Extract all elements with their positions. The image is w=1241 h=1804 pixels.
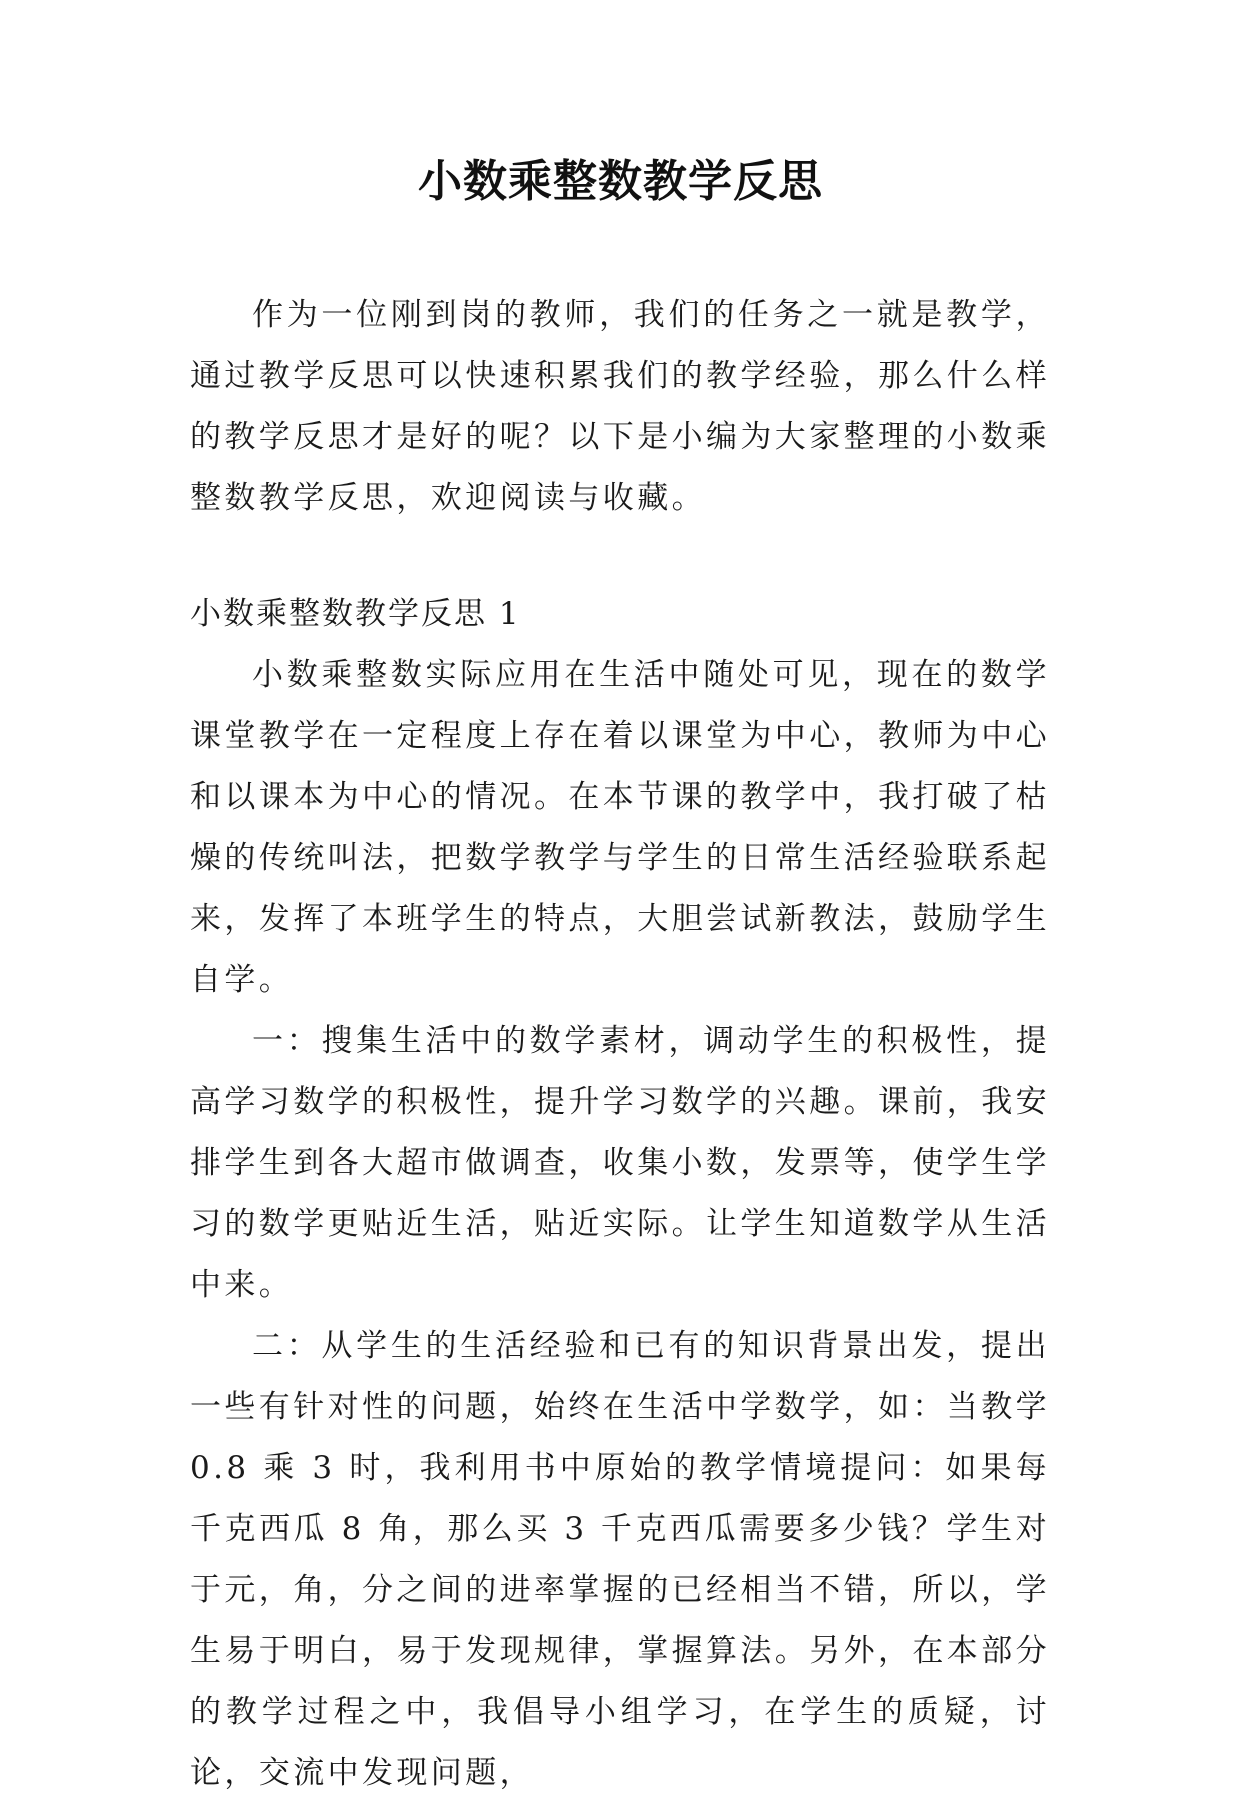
- body-paragraph: 小数乘整数实际应用在生活中随处可见，现在的数学课堂教学在一定程度上存在着以课堂为中心，教师为中心和以课本为中心的情况。在本节课的教学中，我打破了枯燥的传统叫法，把数学教学与学生的日常生活经验联系起来，发挥了本班学生的特点，大胆尝试新教法，鼓励学生自学。: [190, 657, 1050, 998]
- intro-paragraph: 作为一位刚到岗的教师，我们的任务之一就是教学，通过教学反思可以快速积累我们的教学经验，那么什么样的教学反思才是好的呢？以下是小编为大家整理的小数乘整数教学反思，欢迎阅读与收藏。: [190, 297, 1050, 516]
- document-title: 小数乘整数教学反思: [418, 156, 823, 207]
- section-spacer: [190, 529, 1050, 584]
- section-heading: 小数乘整数教学反思 1: [190, 596, 521, 632]
- document-body: [190, 285, 1050, 1804]
- body-paragraph: 一：搜集生活中的数学素材，调动学生的积极性，提高学习数学的积极性，提升学习数学的兴趣。课前，我安排学生到各大超市做调查，收集小数，发票等，使学生学习的数学更贴近生活，贴近实际。让学生知道数学从生活中来。: [190, 1023, 1050, 1303]
- body-paragraph: 二：从学生的生活经验和已有的知识背景出发，提出一些有针对性的问题，始终在生活中学数学，如：当教学 0.8 乘 3 时，我利用书中原始的教学情境提问：如果每千克西瓜 8 角，那么买 3 千克西瓜需要多少钱？学生对于元，角，分之间的进率掌握的已经相当不错，所以，学生易于明白，易于发现规律，掌握算法。另外，在本部分的教学过程之中，我倡导小组学习，在学生的质疑，讨论，交流中发现问题，: [190, 1328, 1050, 1791]
